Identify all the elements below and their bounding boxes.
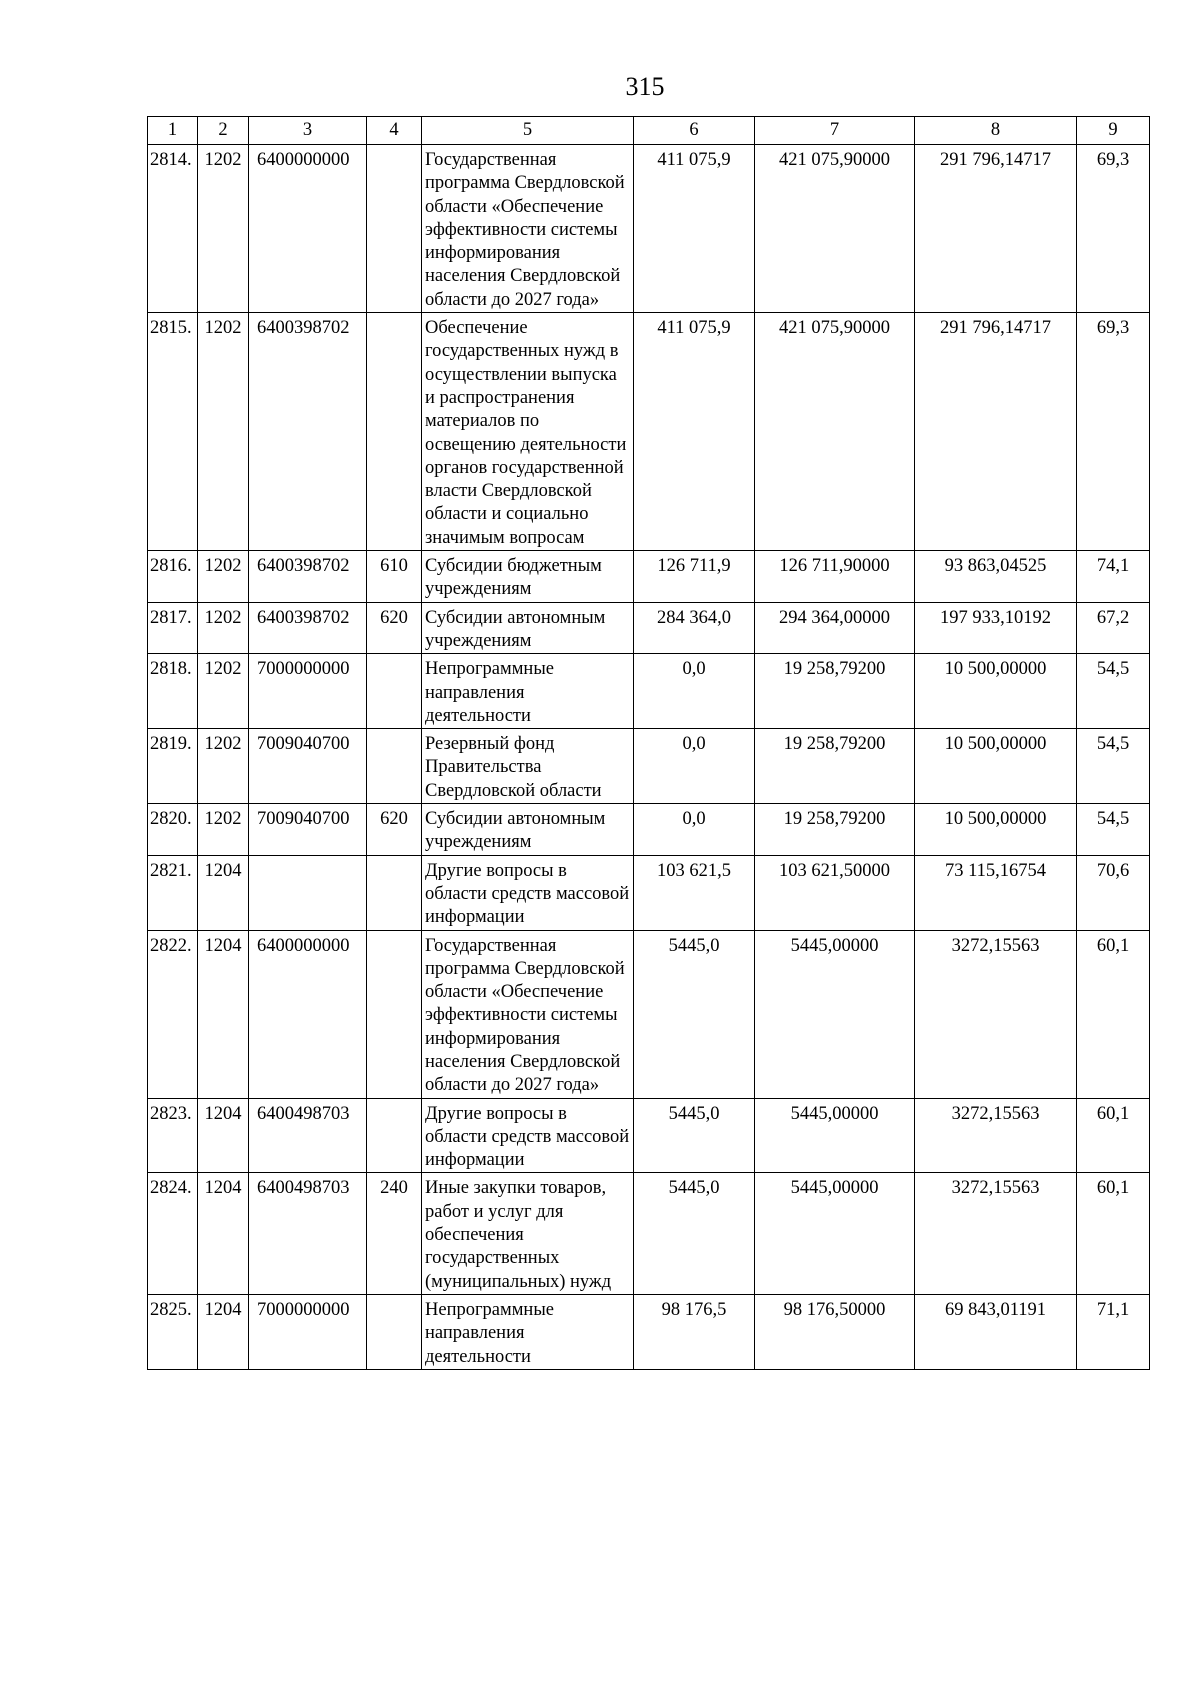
item-name-cell: Субсидии автономным учреждениям xyxy=(422,804,634,856)
executed-amount-cell: 10 500,00000 xyxy=(915,804,1077,856)
revised-amount-cell: 5445,00000 xyxy=(755,1173,915,1294)
column-header: 7 xyxy=(755,117,915,145)
execution-percent-cell: 54,5 xyxy=(1077,804,1150,856)
target-code-cell: 6400398702 xyxy=(249,313,367,551)
expense-type-cell xyxy=(367,729,422,804)
row-number-cell: 2821. xyxy=(148,855,198,930)
item-name-cell: Иные закупки товаров, работ и услуг для обеспечения государственных (муниципальных) нужд xyxy=(422,1173,634,1294)
revised-amount-cell: 421 075,90000 xyxy=(755,313,915,551)
section-code-cell: 1202 xyxy=(198,654,249,729)
item-name-cell: Государственная программа Свердловской области «Обеспечение эффективности системы информирования населения Свердловской области до 2027 года» xyxy=(422,930,634,1098)
row-number-cell: 2814. xyxy=(148,145,198,313)
item-name-cell: Непрограммные направления деятельности xyxy=(422,1294,634,1369)
table-body xyxy=(148,145,1150,1370)
section-code-cell: 1204 xyxy=(198,1294,249,1369)
column-header: 2 xyxy=(198,117,249,145)
section-code-cell: 1202 xyxy=(198,602,249,654)
target-code-cell: 6400498703 xyxy=(249,1173,367,1294)
table-row xyxy=(148,930,1150,1098)
section-code-cell: 1202 xyxy=(198,804,249,856)
column-header: 4 xyxy=(367,117,422,145)
execution-percent-cell: 69,3 xyxy=(1077,145,1150,313)
target-code-cell: 7000000000 xyxy=(249,654,367,729)
section-code-cell: 1202 xyxy=(198,729,249,804)
executed-amount-cell: 3272,15563 xyxy=(915,1173,1077,1294)
executed-amount-cell: 93 863,04525 xyxy=(915,551,1077,603)
approved-amount-cell: 0,0 xyxy=(634,804,755,856)
table-row xyxy=(148,1098,1150,1173)
revised-amount-cell: 98 176,50000 xyxy=(755,1294,915,1369)
target-code-cell: 6400000000 xyxy=(249,145,367,313)
section-code-cell: 1204 xyxy=(198,1173,249,1294)
expense-type-cell: 240 xyxy=(367,1173,422,1294)
column-header: 1 xyxy=(148,117,198,145)
executed-amount-cell: 73 115,16754 xyxy=(915,855,1077,930)
target-code-cell: 7009040700 xyxy=(249,729,367,804)
execution-percent-cell: 54,5 xyxy=(1077,654,1150,729)
approved-amount-cell: 411 075,9 xyxy=(634,313,755,551)
table-row xyxy=(148,729,1150,804)
item-name-cell: Другие вопросы в области средств массовой информации xyxy=(422,1098,634,1173)
table-row xyxy=(148,1294,1150,1369)
executed-amount-cell: 291 796,14717 xyxy=(915,145,1077,313)
approved-amount-cell: 0,0 xyxy=(634,654,755,729)
revised-amount-cell: 421 075,90000 xyxy=(755,145,915,313)
executed-amount-cell: 10 500,00000 xyxy=(915,654,1077,729)
table-row xyxy=(148,551,1150,603)
execution-percent-cell: 74,1 xyxy=(1077,551,1150,603)
approved-amount-cell: 126 711,9 xyxy=(634,551,755,603)
item-name-cell: Субсидии бюджетным учреждениям xyxy=(422,551,634,603)
execution-percent-cell: 70,6 xyxy=(1077,855,1150,930)
executed-amount-cell: 3272,15563 xyxy=(915,1098,1077,1173)
row-number-cell: 2825. xyxy=(148,1294,198,1369)
target-code-cell: 7000000000 xyxy=(249,1294,367,1369)
column-header: 6 xyxy=(634,117,755,145)
row-number-cell: 2815. xyxy=(148,313,198,551)
target-code-cell: 6400398702 xyxy=(249,551,367,603)
expense-type-cell xyxy=(367,855,422,930)
revised-amount-cell: 126 711,90000 xyxy=(755,551,915,603)
target-code-cell: 7009040700 xyxy=(249,804,367,856)
approved-amount-cell: 98 176,5 xyxy=(634,1294,755,1369)
row-number-cell: 2823. xyxy=(148,1098,198,1173)
table-row xyxy=(148,855,1150,930)
row-number-cell: 2817. xyxy=(148,602,198,654)
approved-amount-cell: 5445,0 xyxy=(634,1173,755,1294)
expense-type-cell: 610 xyxy=(367,551,422,603)
revised-amount-cell: 103 621,50000 xyxy=(755,855,915,930)
target-code-cell: 6400398702 xyxy=(249,602,367,654)
section-code-cell: 1204 xyxy=(198,1098,249,1173)
executed-amount-cell: 197 933,10192 xyxy=(915,602,1077,654)
row-number-cell: 2820. xyxy=(148,804,198,856)
section-code-cell: 1202 xyxy=(198,551,249,603)
approved-amount-cell: 0,0 xyxy=(634,729,755,804)
expense-type-cell xyxy=(367,654,422,729)
section-code-cell: 1202 xyxy=(198,313,249,551)
item-name-cell: Другие вопросы в области средств массовой информации xyxy=(422,855,634,930)
item-name-cell: Резервный фонд Правительства Свердловской области xyxy=(422,729,634,804)
execution-percent-cell: 60,1 xyxy=(1077,1173,1150,1294)
table-row xyxy=(148,654,1150,729)
column-header: 9 xyxy=(1077,117,1150,145)
table-row xyxy=(148,1173,1150,1294)
approved-amount-cell: 411 075,9 xyxy=(634,145,755,313)
table-row xyxy=(148,145,1150,313)
executed-amount-cell: 10 500,00000 xyxy=(915,729,1077,804)
target-code-cell xyxy=(249,855,367,930)
section-code-cell: 1204 xyxy=(198,855,249,930)
target-code-cell: 6400498703 xyxy=(249,1098,367,1173)
approved-amount-cell: 103 621,5 xyxy=(634,855,755,930)
revised-amount-cell: 294 364,00000 xyxy=(755,602,915,654)
column-header: 8 xyxy=(915,117,1077,145)
page-number: 315 xyxy=(625,72,665,101)
revised-amount-cell: 19 258,79200 xyxy=(755,804,915,856)
expense-type-cell xyxy=(367,930,422,1098)
row-number-cell: 2822. xyxy=(148,930,198,1098)
item-name-cell: Государственная программа Свердловской области «Обеспечение эффективности системы информирования населения Свердловской области до 2027 года» xyxy=(422,145,634,313)
revised-amount-cell: 19 258,79200 xyxy=(755,654,915,729)
target-code-cell: 6400000000 xyxy=(249,930,367,1098)
approved-amount-cell: 5445,0 xyxy=(634,1098,755,1173)
revised-amount-cell: 19 258,79200 xyxy=(755,729,915,804)
expense-type-cell xyxy=(367,1098,422,1173)
execution-percent-cell: 67,2 xyxy=(1077,602,1150,654)
executed-amount-cell: 3272,15563 xyxy=(915,930,1077,1098)
item-name-cell: Обеспечение государственных нужд в осуществлении выпуска и распространения материалов по освещению деятельности органов государственной власти Свердловской области и социально значимым вопросам xyxy=(422,313,634,551)
row-number-cell: 2824. xyxy=(148,1173,198,1294)
executed-amount-cell: 69 843,01191 xyxy=(915,1294,1077,1369)
execution-percent-cell: 71,1 xyxy=(1077,1294,1150,1369)
expense-type-cell xyxy=(367,313,422,551)
item-name-cell: Непрограммные направления деятельности xyxy=(422,654,634,729)
table-row xyxy=(148,804,1150,856)
item-name-cell: Субсидии автономным учреждениям xyxy=(422,602,634,654)
expense-type-cell: 620 xyxy=(367,602,422,654)
section-code-cell: 1202 xyxy=(198,145,249,313)
expense-type-cell: 620 xyxy=(367,804,422,856)
execution-percent-cell: 69,3 xyxy=(1077,313,1150,551)
row-number-cell: 2819. xyxy=(148,729,198,804)
execution-percent-cell: 60,1 xyxy=(1077,930,1150,1098)
expense-type-cell xyxy=(367,145,422,313)
table-row xyxy=(148,313,1150,551)
execution-percent-cell: 60,1 xyxy=(1077,1098,1150,1173)
budget-table xyxy=(147,116,1150,1370)
expense-type-cell xyxy=(367,1294,422,1369)
approved-amount-cell: 5445,0 xyxy=(634,930,755,1098)
execution-percent-cell: 54,5 xyxy=(1077,729,1150,804)
approved-amount-cell: 284 364,0 xyxy=(634,602,755,654)
revised-amount-cell: 5445,00000 xyxy=(755,930,915,1098)
section-code-cell: 1204 xyxy=(198,930,249,1098)
table-row xyxy=(148,602,1150,654)
table-header-row xyxy=(148,117,1150,145)
revised-amount-cell: 5445,00000 xyxy=(755,1098,915,1173)
column-header: 5 xyxy=(422,117,634,145)
column-header: 3 xyxy=(249,117,367,145)
row-number-cell: 2816. xyxy=(148,551,198,603)
executed-amount-cell: 291 796,14717 xyxy=(915,313,1077,551)
row-number-cell: 2818. xyxy=(148,654,198,729)
